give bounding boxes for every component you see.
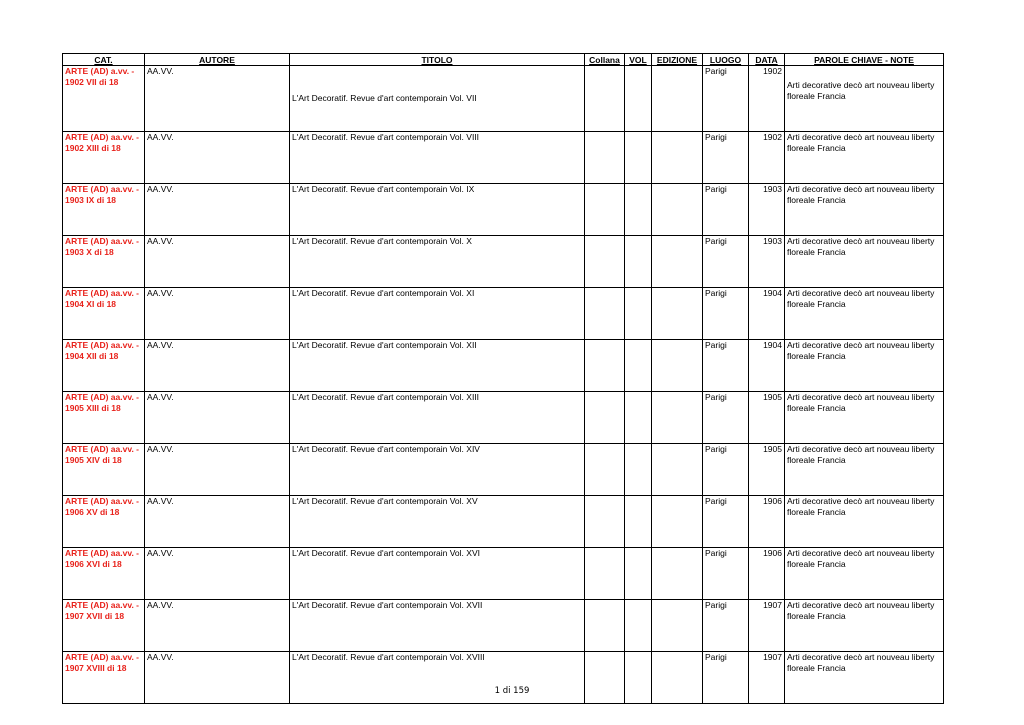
cell-luogo: Parigi bbox=[703, 600, 749, 652]
cell-vol bbox=[625, 340, 652, 392]
cell-edizione bbox=[652, 236, 703, 288]
table-row bbox=[63, 496, 944, 548]
header-edizione: EDIZIONE bbox=[652, 54, 703, 66]
header-titolo: TITOLO bbox=[290, 54, 585, 66]
cell-data: 1905 bbox=[749, 392, 785, 444]
cell-titolo: L'Art Decoratif. Revue d'art contemporain Vol. VII bbox=[290, 66, 585, 132]
cell-cat: ARTE (AD) aa.vv. - 1904 XII di 18 bbox=[63, 340, 145, 392]
cell-edizione bbox=[652, 340, 703, 392]
cell-data: 1905 bbox=[749, 444, 785, 496]
cell-luogo: Parigi bbox=[703, 66, 749, 132]
cell-cat: ARTE (AD) aa.vv. - 1907 XVIII di 18 bbox=[63, 652, 145, 704]
cell-data: 1903 bbox=[749, 236, 785, 288]
cell-cat: ARTE (AD) aa.vv. - 1905 XIV di 18 bbox=[63, 444, 145, 496]
cell-collana bbox=[585, 444, 625, 496]
header-luogo: LUOGO bbox=[703, 54, 749, 66]
cell-luogo: Parigi bbox=[703, 340, 749, 392]
cell-cat: ARTE (AD) aa.vv. - 1902 XIII di 18 bbox=[63, 132, 145, 184]
cell-autore: AA.VV. bbox=[145, 184, 290, 236]
cell-autore: AA.VV. bbox=[145, 132, 290, 184]
table-row bbox=[63, 132, 944, 184]
cell-edizione bbox=[652, 392, 703, 444]
cell-data: 1907 bbox=[749, 600, 785, 652]
cell-cat: ARTE (AD) aa.vv. - 1906 XV di 18 bbox=[63, 496, 145, 548]
cell-note: Arti decorative decò art nouveau liberty floreale Francia bbox=[785, 340, 944, 392]
cell-collana bbox=[585, 132, 625, 184]
cell-note: Arti decorative decò art nouveau liberty floreale Francia bbox=[785, 652, 944, 704]
cell-titolo: L'Art Decoratif. Revue d'art contemporain Vol. XVII bbox=[290, 600, 585, 652]
cell-luogo: Parigi bbox=[703, 652, 749, 704]
cell-titolo: L'Art Decoratif. Revue d'art contemporain Vol. XII bbox=[290, 340, 585, 392]
cell-autore: AA.VV. bbox=[145, 652, 290, 704]
cell-note: Arti decorative decò art nouveau liberty floreale Francia bbox=[785, 496, 944, 548]
cell-note: Arti decorative decò art nouveau liberty floreale Francia bbox=[785, 288, 944, 340]
cell-data: 1904 bbox=[749, 288, 785, 340]
cell-collana bbox=[585, 288, 625, 340]
cell-collana bbox=[585, 236, 625, 288]
cell-collana bbox=[585, 392, 625, 444]
table-row bbox=[63, 66, 944, 132]
cell-edizione bbox=[652, 600, 703, 652]
table-row bbox=[63, 444, 944, 496]
cell-cat: ARTE (AD) aa.vv. - 1906 XVI di 18 bbox=[63, 548, 145, 600]
cell-vol bbox=[625, 288, 652, 340]
header-cat: CAT. bbox=[63, 54, 145, 66]
cell-titolo: L'Art Decoratif. Revue d'art contemporain Vol. XI bbox=[290, 288, 585, 340]
cell-cat: ARTE (AD) aa.vv. - 1904 XI di 18 bbox=[63, 288, 145, 340]
cell-autore: AA.VV. bbox=[145, 496, 290, 548]
cell-luogo: Parigi bbox=[703, 392, 749, 444]
cell-luogo: Parigi bbox=[703, 288, 749, 340]
table-row bbox=[63, 236, 944, 288]
cell-autore: AA.VV. bbox=[145, 340, 290, 392]
cell-edizione bbox=[652, 496, 703, 548]
cell-luogo: Parigi bbox=[703, 132, 749, 184]
cell-autore: AA.VV. bbox=[145, 600, 290, 652]
table-row bbox=[63, 184, 944, 236]
cell-luogo: Parigi bbox=[703, 236, 749, 288]
cell-edizione bbox=[652, 444, 703, 496]
cell-note: Arti decorative decò art nouveau liberty floreale Francia bbox=[785, 600, 944, 652]
cell-titolo: L'Art Decoratif. Revue d'art contemporain Vol. XV bbox=[290, 496, 585, 548]
cell-note: Arti decorative decò art nouveau liberty floreale Francia bbox=[785, 66, 944, 132]
cell-data: 1903 bbox=[749, 184, 785, 236]
cell-edizione bbox=[652, 184, 703, 236]
cell-vol bbox=[625, 600, 652, 652]
cell-edizione bbox=[652, 66, 703, 132]
cell-titolo: L'Art Decoratif. Revue d'art contemporain Vol. XIV bbox=[290, 444, 585, 496]
table-row bbox=[63, 288, 944, 340]
cell-note: Arti decorative decò art nouveau liberty floreale Francia bbox=[785, 184, 944, 236]
cell-cat: ARTE (AD) aa.vv. - 1903 IX di 18 bbox=[63, 184, 145, 236]
cell-cat: ARTE (AD) aa.vv. - 1905 XIII di 18 bbox=[63, 392, 145, 444]
cell-note: Arti decorative decò art nouveau liberty floreale Francia bbox=[785, 444, 944, 496]
header-note: PAROLE CHIAVE - NOTE bbox=[785, 54, 944, 66]
cell-collana bbox=[585, 600, 625, 652]
cell-autore: AA.VV. bbox=[145, 66, 290, 132]
table-row bbox=[63, 548, 944, 600]
cell-luogo: Parigi bbox=[703, 548, 749, 600]
cell-vol bbox=[625, 548, 652, 600]
cell-autore: AA.VV. bbox=[145, 288, 290, 340]
cell-cat: ARTE (AD) aa.vv. - 1903 X di 18 bbox=[63, 236, 145, 288]
cell-autore: AA.VV. bbox=[145, 548, 290, 600]
header-vol: VOL bbox=[625, 54, 652, 66]
cell-collana bbox=[585, 184, 625, 236]
cell-data: 1906 bbox=[749, 548, 785, 600]
cell-collana bbox=[585, 548, 625, 600]
cell-autore: AA.VV. bbox=[145, 392, 290, 444]
header-collana: Collana bbox=[585, 54, 625, 66]
cell-data: 1907 bbox=[749, 652, 785, 704]
cell-luogo: Parigi bbox=[703, 444, 749, 496]
cell-titolo: L'Art Decoratif. Revue d'art contemporain Vol. XVIII bbox=[290, 652, 585, 704]
header-row bbox=[63, 54, 944, 66]
cell-edizione bbox=[652, 288, 703, 340]
cell-luogo: Parigi bbox=[703, 496, 749, 548]
cell-autore: AA.VV. bbox=[145, 444, 290, 496]
cell-cat: ARTE (AD) a.vv. - 1902 VII di 18 bbox=[63, 66, 145, 132]
cell-luogo: Parigi bbox=[703, 184, 749, 236]
cell-titolo: L'Art Decoratif. Revue d'art contemporain Vol. VIII bbox=[290, 132, 585, 184]
cell-vol bbox=[625, 496, 652, 548]
table-row bbox=[63, 600, 944, 652]
cell-vol bbox=[625, 444, 652, 496]
cell-collana bbox=[585, 496, 625, 548]
header-autore: AUTORE bbox=[145, 54, 290, 66]
cell-collana bbox=[585, 66, 625, 132]
cell-vol bbox=[625, 184, 652, 236]
header-data: DATA bbox=[749, 54, 785, 66]
cell-edizione bbox=[652, 132, 703, 184]
cell-note: Arti decorative decò art nouveau liberty floreale Francia bbox=[785, 392, 944, 444]
cell-data: 1902 bbox=[749, 132, 785, 184]
cell-data: 1902 bbox=[749, 66, 785, 132]
catalog-table bbox=[62, 53, 944, 704]
cell-data: 1904 bbox=[749, 340, 785, 392]
cell-titolo: L'Art Decoratif. Revue d'art contemporain Vol. XIII bbox=[290, 392, 585, 444]
table-row bbox=[63, 392, 944, 444]
cell-collana bbox=[585, 340, 625, 392]
cell-titolo: L'Art Decoratif. Revue d'art contemporain Vol. X bbox=[290, 236, 585, 288]
cell-note: Arti decorative decò art nouveau liberty floreale Francia bbox=[785, 548, 944, 600]
cell-vol bbox=[625, 392, 652, 444]
cell-edizione bbox=[652, 548, 703, 600]
cell-autore: AA.VV. bbox=[145, 236, 290, 288]
cell-vol bbox=[625, 66, 652, 132]
page-number: 1 di 159 bbox=[494, 686, 530, 696]
cell-vol bbox=[625, 132, 652, 184]
cell-data: 1906 bbox=[749, 496, 785, 548]
cell-note: Arti decorative decò art nouveau liberty floreale Francia bbox=[785, 236, 944, 288]
cell-cat: ARTE (AD) aa.vv. - 1907 XVII di 18 bbox=[63, 600, 145, 652]
cell-note: Arti decorative decò art nouveau liberty floreale Francia bbox=[785, 132, 944, 184]
table-row bbox=[63, 340, 944, 392]
cell-titolo: L'Art Decoratif. Revue d'art contemporain Vol. XVI bbox=[290, 548, 585, 600]
cell-vol bbox=[625, 236, 652, 288]
cell-titolo: L'Art Decoratif. Revue d'art contemporain Vol. IX bbox=[290, 184, 585, 236]
